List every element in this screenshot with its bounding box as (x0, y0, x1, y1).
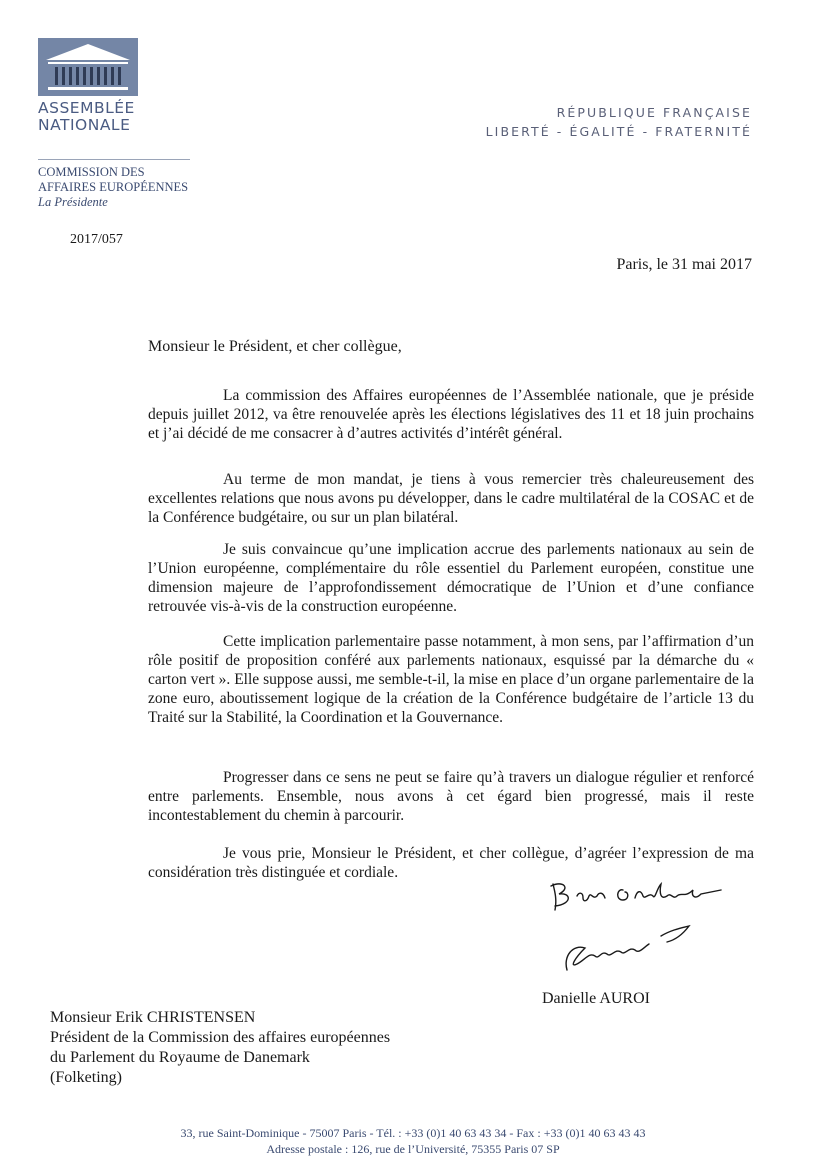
handwritten-signature (545, 870, 735, 990)
letter-date: Paris, le 31 mai 2017 (616, 256, 752, 273)
body-paragraph: Progresser dans ce sens ne peut se faire qu’à travers un dialogue régulier et renforcé entre parlements. Ensemble, nous avons à cet égard bien progressé, mais il reste incontestablement du chemin à parcourir. (148, 769, 754, 824)
assemblee-logo (38, 38, 150, 134)
commission-role: La Présidente (38, 195, 108, 209)
commission-divider (38, 159, 190, 160)
signer-name: Danielle AUROI (542, 990, 650, 1007)
logo-line-2: NATIONALE (38, 116, 131, 134)
body-paragraph: Cette implication parlementaire passe notamment, à mon sens, par l’affirmation d’un rôle positif de proposition conféré aux parlements nationaux, esquissé par la démarche du « carton vert ». Elle suppose aussi, me semble-t-il, la mise en place d’un organe parlementaire de la zone euro, aboutissement logique de la création de la Conférence budgétaire de l’article 13 du Traité sur la Stabilité, la Coordination et la Gouvernance. (148, 633, 754, 726)
footer-address (0, 1125, 826, 1157)
footer-line-2: Adresse postale : 126, rue de l’Université, 75355 Paris 07 SP (266, 1142, 560, 1156)
logo-line-1: ASSEMBLÉE (38, 99, 135, 117)
commission-line-1: COMMISSION DES (38, 165, 145, 179)
salutation: Monsieur le Président, et cher collègue, (148, 338, 402, 355)
commission-line-2: AFFAIRES EUROPÉENNES (38, 180, 189, 194)
recipient-line: Monsieur Erik CHRISTENSEN (50, 1009, 256, 1026)
recipient-line: du Parlement du Royaume de Danemark (50, 1049, 310, 1066)
recipient-block (50, 1008, 390, 1088)
recipient-line: (Folketing) (50, 1069, 122, 1086)
republique-motto: LIBERTÉ - ÉGALITÉ - FRATERNITÉ (485, 124, 752, 139)
republique-title: RÉPUBLIQUE FRANÇAISE (556, 105, 752, 120)
assemblee-emblem-icon (38, 38, 138, 96)
commission-header (38, 165, 188, 210)
body-paragraph: La commission des Affaires européennes de l’Assemblée nationale, que je préside depuis juillet 2012, va être renouvelée après les élections législatives des 11 et 18 juin prochains et j’ai décidé de me consacrer à d’autres activités d’intérêt général. (148, 387, 754, 442)
body-paragraph: Au terme de mon mandat, je tiens à vous remercier très chaleureusement des excellentes relations que nous avons pu développer, dans le cadre multilatéral de la COSAC et de la Conférence budgétaire, ou sur un plan bilatéral. (148, 471, 754, 526)
recipient-line: Président de la Commission des affaires européennes (50, 1029, 391, 1046)
body-paragraph: Je vous prie, Monsieur le Président, et cher collègue, d’agréer l’expression de ma considération très distinguée et cordiale. (148, 845, 754, 881)
letter-reference: 2017/057 (70, 232, 123, 247)
footer-line-1: 33, rue Saint-Dominique - 75007 Paris - Tél. : +33 (0)1 40 63 43 34 - Fax : +33 (0)1 40 63 43 43 (180, 1126, 646, 1140)
body-paragraph: Je suis convaincue qu’une implication accrue des parlements nationaux au sein de l’Union européenne, complémentaire du rôle essentiel du Parlement européen, constitue une dimension majeure de l’approfondissement démocratique de l’Union et d’une confiance retrouvée vis-à-vis de la construction européenne. (148, 541, 754, 615)
republique-header (486, 103, 752, 141)
